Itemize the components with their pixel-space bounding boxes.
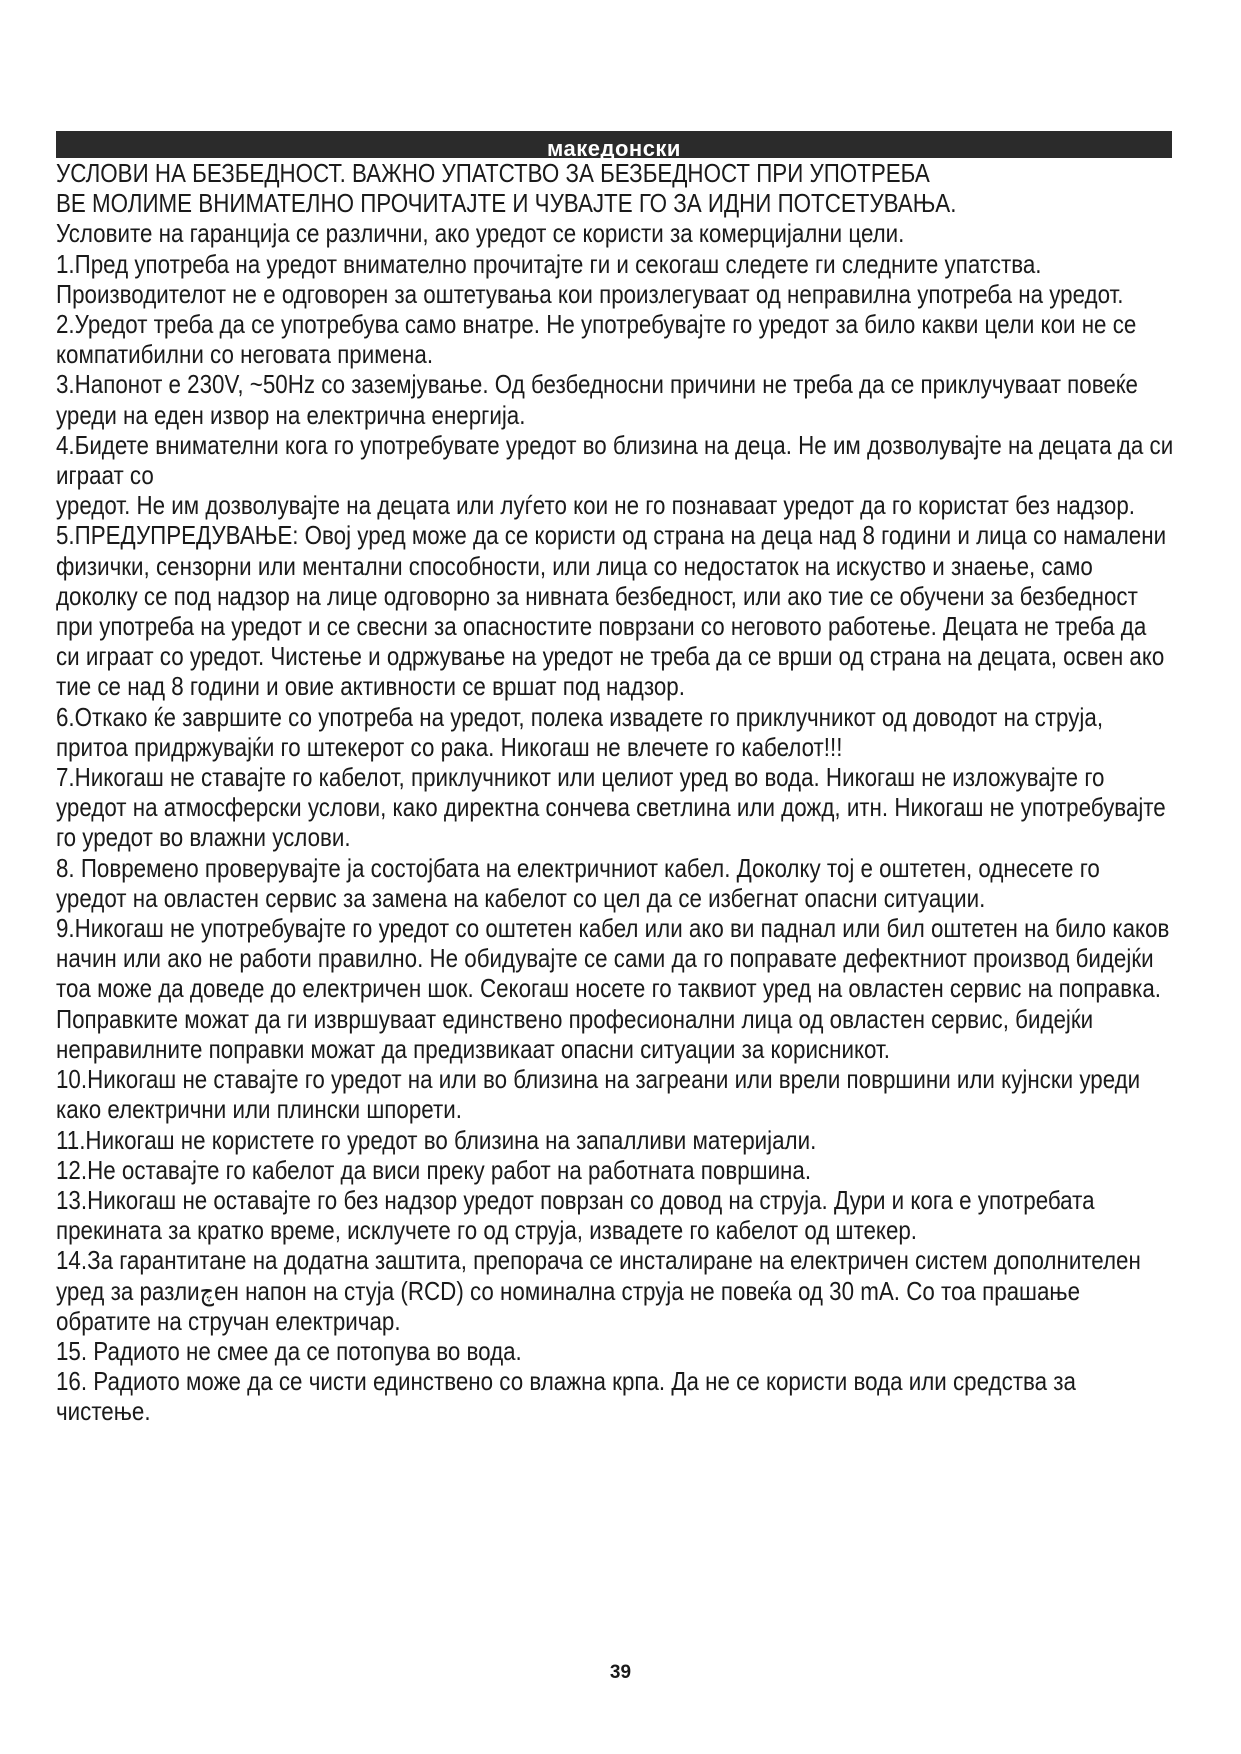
safety-item: 1.Пред употреба на уредот внимателно прочитајте ги и секогаш следете ги следните упатства. Производителот не е одговорен за оштетувања кои произлегуваат од неправилна употреба на уредот. bbox=[56, 248, 1124, 309]
manual-page bbox=[56, 131, 1176, 1427]
safety-item: 3.Напонот е 230V, ~50Hz со заземјување. Од безбедносни причини не треба да се приклучуваат повеќе уреди на еден извор на електрична енергија. bbox=[56, 369, 1138, 430]
safety-item: 10.Никогаш не ставајте го уредот на или во близина на загреани или врели површини или кујнски уреди како електрични или плински шпорети. bbox=[56, 1064, 1141, 1125]
language-label: македонски bbox=[547, 135, 681, 161]
safety-item: 4.Бидете внимателни кога го употребувате уредот во близина на деца. Не им дозволувајте на децата да си играат со bbox=[56, 429, 1174, 491]
page-number: 39 bbox=[609, 1662, 632, 1683]
warranty-intro: Условите на гаранција се различни, ако уредот се користи за комерцијални цели. bbox=[56, 218, 905, 249]
safety-item: 14.За гарантитане на додатна заштита, препорача се инсталиране на електричен систем дополнителен уред за разлиچен напон на стуја (RCD) со номинална струја не повеќа од 30 mA. Со тоа прашање обратите на стручан електричар. bbox=[56, 1245, 1141, 1336]
title-line: УСЛОВИ НА БЕЗБЕДНОСТ. ВАЖНО УПАТСТВО ЗА БЕЗБЕДНОСТ ПРИ УПОТРЕБА bbox=[56, 158, 930, 188]
safety-item: 9.Никогаш не употребувајте го уредот со оштетен кабел или ако ви паднал или бил оштетен на било каков начин или ако не работи правилно. Не обидувајте се сами да го поправате дефектниот производ бидејќи тоа може да доведе до електричен шок. Секогаш носете го таквиот уред на овластен сервис на поправка. Поправките можат да ги извршуваат единствено професионални лица од овластен сервис, бидејќи неправилните поправки можат да предизвикаат опасни ситуации за корисникот. bbox=[56, 913, 1170, 1064]
safety-item: 6.Откако ќе завршите со употреба на уредот, полека извадете го приклучникот од доводот на струја, притоа придржувајќи го штекерот со рака. Никогаш не влечете го кабелот!!! bbox=[56, 701, 1104, 762]
safety-item: 7.Никогаш не ставајте го кабелот, приклучникот или целиот уред во вода. Никогаш не изложувајте го уредот на атмосферски услови, како директна сончева светлина или дожд, итн. Никогаш не употребувајте го уредот во влажни услови. bbox=[56, 762, 1166, 853]
safety-item: 16. Радиото може да се чисти единствено со влажна крпа. Да не се користи вода или средства за чистење. bbox=[56, 1366, 1076, 1427]
safety-item: 2.Уредот треба да се употребува само внатре. Не употребувајте го уредот за било какви цели кои не се компатибилни со неговата примена. bbox=[56, 309, 1137, 370]
safety-item: 15. Радиото не смее да се потопува во вода. bbox=[56, 1335, 522, 1366]
safety-item: 12.Не оставајте го кабелот да виси преку работ на работната површина. bbox=[56, 1154, 812, 1185]
safety-item: 11.Никогаш не користете го уредот во близина на запалливи материјали. bbox=[56, 1124, 817, 1155]
title-line: ВЕ МОЛИМЕ ВНИМАТЕЛНО ПРОЧИТАЈТЕ И ЧУВАЈТЕ ГО ЗА ИДНИ ПОТСЕТУВАЊА. bbox=[56, 188, 957, 219]
safety-text bbox=[56, 158, 1174, 1427]
safety-item: 8. Повремено проверувајте ја состојбата на електричниот кабел. Доколку тој е оштетен, однесете го уредот на овластен сервис за замена на кабелот со цел да се избегнат опасни ситуации. bbox=[56, 852, 1100, 913]
safety-item: уредот. Не им дозволувајте на децата или луѓето кои не го познаваат уредот да го користат без надзор. bbox=[56, 490, 1136, 521]
language-header-bar bbox=[56, 131, 1172, 161]
safety-item: 5.ПРЕДУПРЕДУВАЊЕ: Овој уред може да се користи од страна на деца над 8 години и лица со намалени физички, сензорни или ментални способности, или лица со недостаток на искуство и знаење, само доколку се под надзор на лице одговорно за нивната безбедност, или ако тие се обучени за безбедност при употреба на уредот и се свесни за опасностите поврзани со неговото работење. Децата не треба да си играат со уредот. Чистење и одржување на уредот не треба да се врши од страна на децата, освен ако тие се над 8 години и овие активности се вршат под надзор. bbox=[56, 520, 1167, 702]
safety-item: 13.Никогаш не оставајте го без надзор уредот поврзан со довод на струја. Дури и кога е употребата прекината за кратко време, исклучете го од струја, извадете го кабелот од штекер. bbox=[56, 1184, 1095, 1246]
